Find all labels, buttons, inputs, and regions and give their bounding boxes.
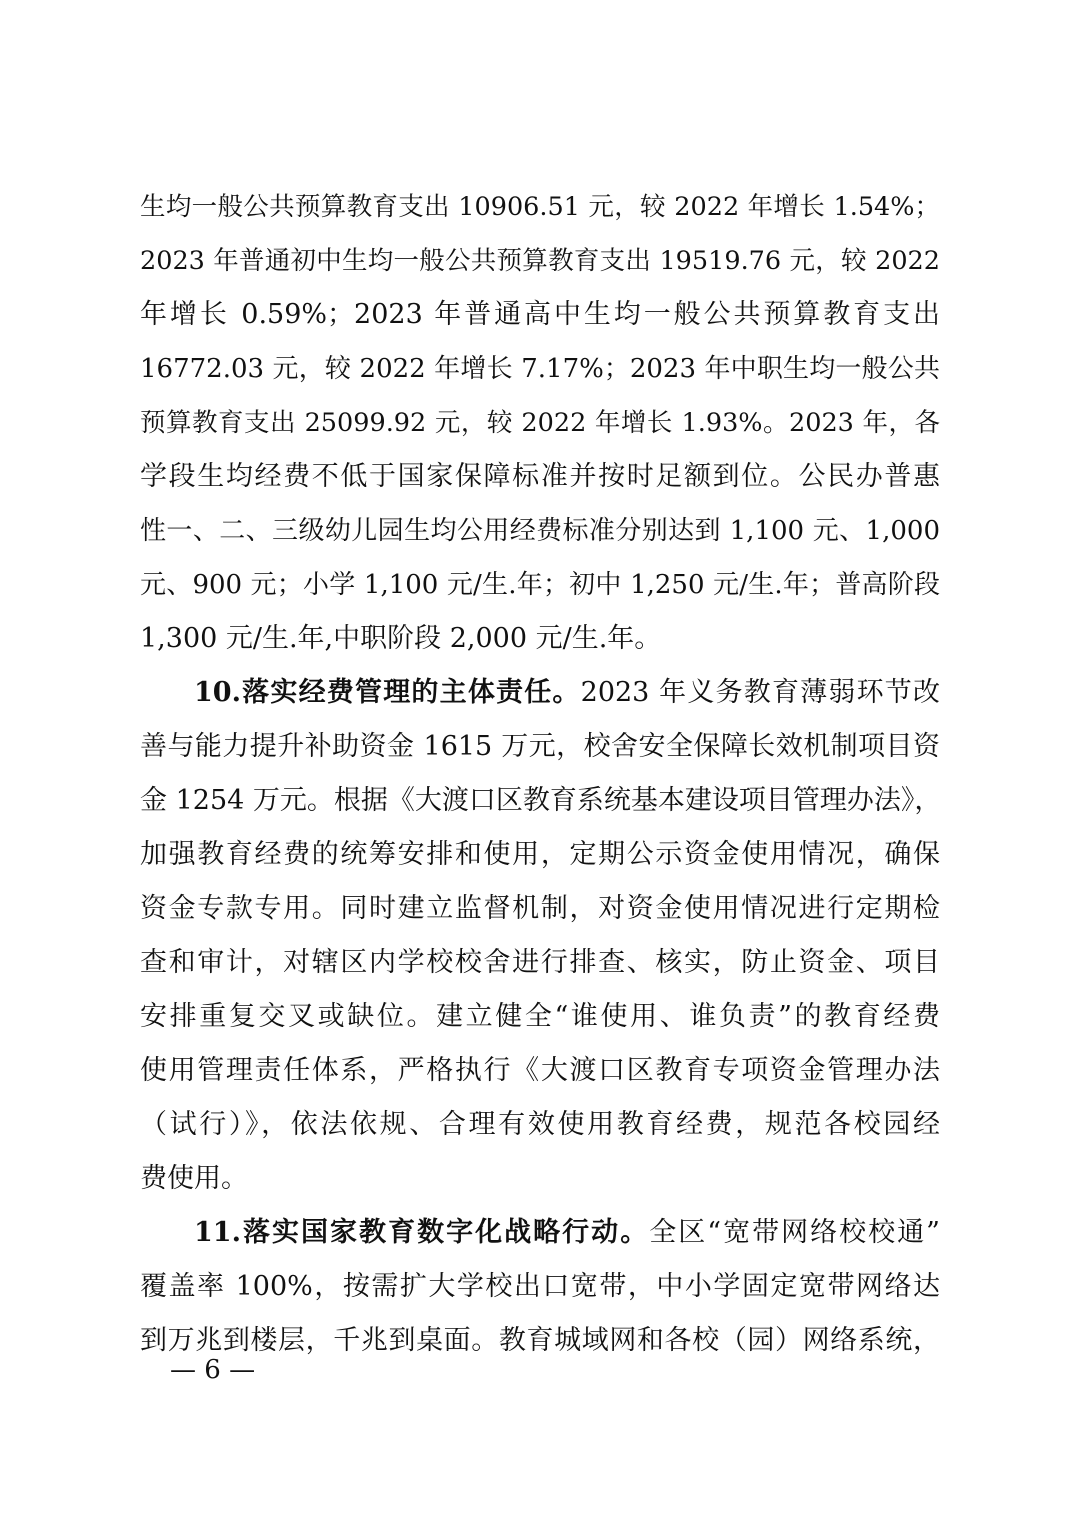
text-line: 1,300 元/生.年,中职阶段 2,000 元/生.年。 [140, 623, 662, 654]
text-line: 使用管理责任体系，严格执行《大渡口区教育专项资金管理办法 [140, 1055, 940, 1086]
text-line: 费使用。 [140, 1163, 248, 1194]
text-line: 16772.03 元，较 2022 年增长 7.17%；2023 年中职生均一般公共 [140, 354, 940, 384]
text-line: 资金专款专用。同时建立监督机制，对资金使用情况进行定期检 [140, 893, 940, 924]
text-line: 善与能力提升补助资金 1615 万元，校舍安全保障长效机制项目资 [140, 731, 940, 762]
text-line: 到万兆到楼层，千兆到桌面。教育城域网和各校（园）网络系统， [140, 1325, 940, 1356]
text-line: 年增长 0.59%；2023 年普通高中生均一般公共预算教育支出 [140, 299, 940, 330]
text-line: 2023 年普通初中生均一般公共预算教育支出 19519.76 元，较 2022 [140, 246, 940, 276]
text-line: 元、900 元；小学 1,100 元/生.年；初中 1,250 元/生.年；普高阶段 [140, 570, 940, 600]
text-line: 加强教育经费的统筹安排和使用，定期公示资金使用情况，确保 [140, 839, 940, 870]
document-body [140, 180, 940, 1368]
section-10-first-line-text: 2023 年义务教育薄弱环节改 [580, 677, 940, 708]
section-11-first-line-text: 全区“宽带网络校校通” [649, 1217, 940, 1248]
page-number: — 6 — [170, 1355, 256, 1385]
text-line: 预算教育支出 25099.92 元，较 2022 年增长 1.93%。2023 年，各 [140, 408, 940, 438]
section-11-heading: 11.落实国家教育数字化战略行动。 [194, 1217, 650, 1248]
text-line: 安排重复交叉或缺位。建立健全“谁使用、谁负责”的教育经费 [140, 1001, 940, 1032]
section-10-first-line [140, 666, 940, 720]
text-line: 性一、二、三级幼儿园生均公用经费标准分别达到 1,100 元、1,000 [140, 516, 940, 546]
text-line: （试行）》，依法依规、合理有效使用教育经费，规范各校园经 [140, 1109, 940, 1140]
text-line: 金 1254 万元。根据《大渡口区教育系统基本建设项目管理办法》， [140, 785, 942, 816]
text-line: 查和审计，对辖区内学校校舍进行排查、核实，防止资金、项目 [140, 947, 940, 978]
text-line: 学段生均经费不低于国家保障标准并按时足额到位。公民办普惠 [140, 461, 940, 492]
text-line: 生均一般公共预算教育支出 10906.51 元，较 2022 年增长 1.54%； [140, 192, 940, 222]
section-10-heading: 10.落实经费管理的主体责任。 [194, 677, 581, 708]
text-line: 覆盖率 100%，按需扩大学校出口宽带，中小学固定宽带网络达 [140, 1271, 940, 1302]
section-11-first-line [140, 1206, 940, 1260]
